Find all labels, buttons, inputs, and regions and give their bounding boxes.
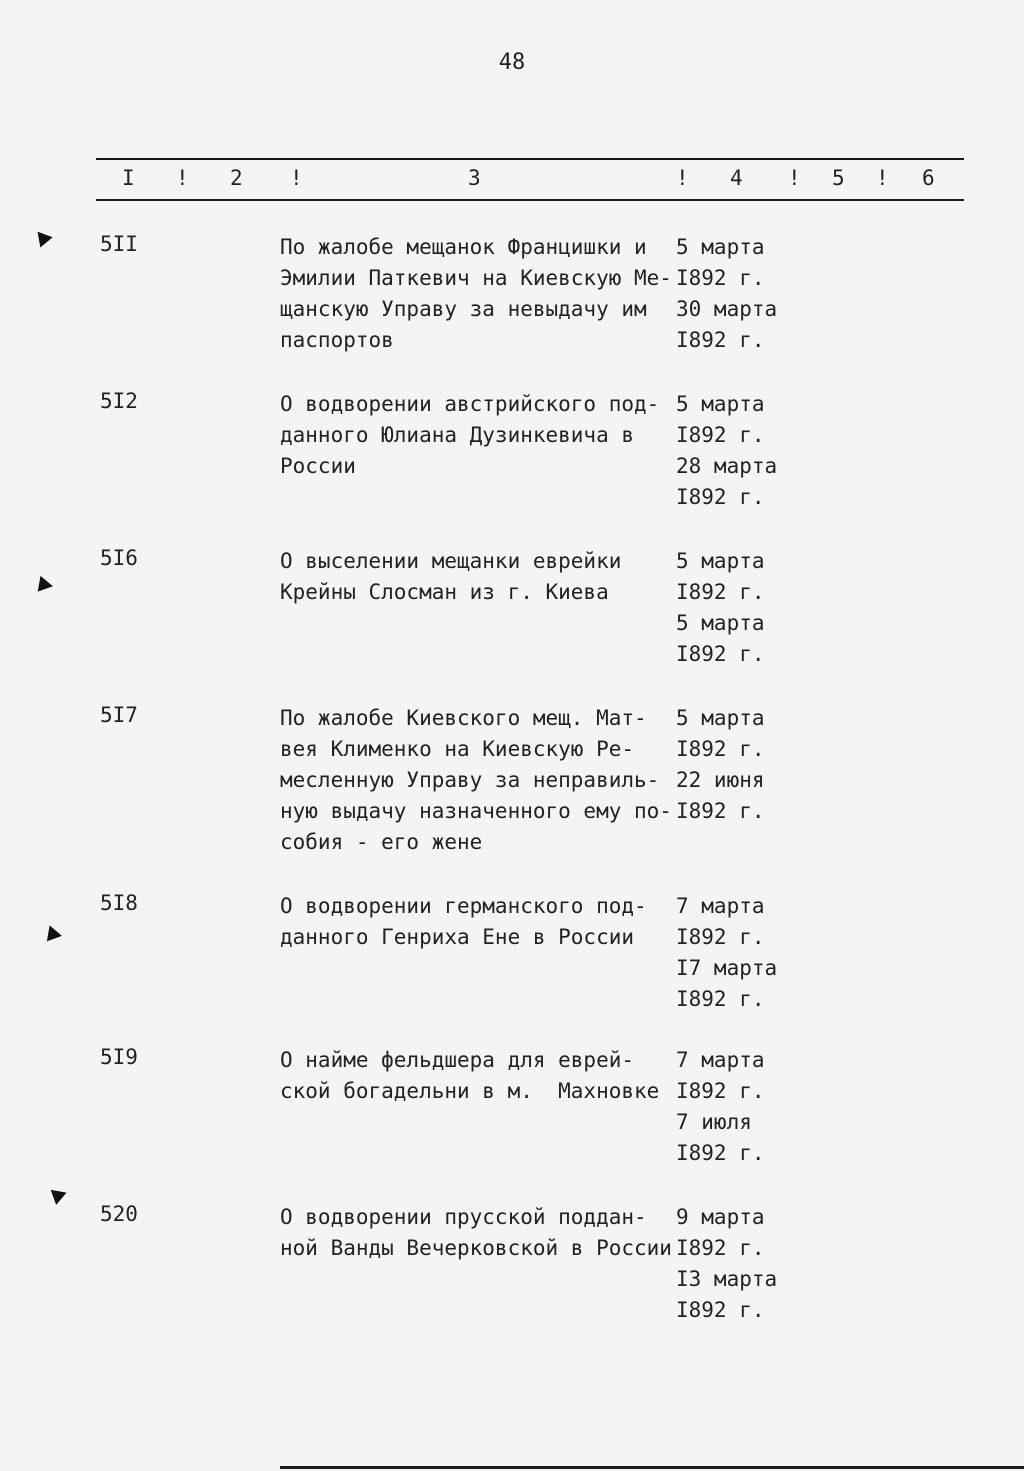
date-end-day: 30 марта [676,297,778,321]
date-end-year: I892 г. [676,987,765,1011]
entry-dates [676,891,796,1015]
description-line: паспортов [280,328,394,352]
column-separator: ! [290,166,303,190]
page-number: 48 [498,50,526,75]
entry-number: 5I7 [100,703,138,727]
column-separator: ! [788,166,801,190]
date-end-year: I892 г. [676,799,765,823]
date-end-day: I3 марта [676,1267,778,1291]
column-header-2: 2 [230,166,243,190]
description-line: ной Ванды Вечерковской в России [280,1236,672,1260]
header-rule-top [96,158,964,160]
description-line: данного Юлиана Дузинкевича в [280,423,635,447]
date-start-year: I892 г. [676,266,765,290]
entry-description [280,703,680,858]
entry-description [280,389,680,482]
entry-dates [676,546,796,670]
entry-description [280,1045,680,1107]
date-end-year: I892 г. [676,1298,765,1322]
description-line: щанскую Управу за невыдачу им [280,297,647,321]
date-start-year: I892 г. [676,1079,765,1103]
date-end-day: I7 марта [676,956,778,980]
description-line: ную выдачу назначенного ему по- [280,799,672,823]
header-rule-bottom [96,199,964,201]
date-start-day: 7 марта [676,1048,765,1072]
description-line: собия - его жене [280,830,483,854]
entry-description [280,232,680,356]
date-end-day: 22 июня [676,768,765,792]
margin-arrow-icon [42,923,62,942]
entry-number: 5I6 [100,546,138,570]
date-end-year: I892 г. [676,642,765,666]
margin-arrow-icon [31,226,52,247]
description-line: Эмилии Паткевич на Киевскую Ме- [280,266,672,290]
page-bottom-rule [280,1466,1024,1469]
column-header-1: I [122,166,135,190]
entry-description [280,546,680,608]
date-end-day: 5 марта [676,611,765,635]
entry-description [280,1202,680,1264]
description-line: По жалобе Киевского мещ. Мат- [280,706,647,730]
entry-number: 5I2 [100,389,138,413]
date-end-day: 7 июля [676,1110,752,1134]
entry-dates [676,232,796,356]
date-start-day: 7 марта [676,894,765,918]
date-start-day: 5 марта [676,549,765,573]
entry-dates [676,1045,796,1169]
margin-arrow-icon [51,1185,70,1205]
description-line: О выселении мещанки еврейки [280,549,622,573]
column-header-3: 3 [468,166,481,190]
date-start-day: 5 марта [676,235,765,259]
column-separator: ! [176,166,189,190]
date-start-year: I892 г. [676,1236,765,1260]
date-start-year: I892 г. [676,737,765,761]
entry-number: 5I8 [100,891,138,915]
column-header-5: 5 [832,166,845,190]
description-line: вея Клименко на Киевскую Ре- [280,737,635,761]
description-line: данного Генриха Ене в России [280,925,635,949]
description-line: О водворении германского под- [280,894,647,918]
margin-arrow-icon [38,576,55,594]
column-separator: ! [676,166,689,190]
date-start-day: 5 марта [676,392,765,416]
entry-description [280,891,680,953]
entry-number: 5II [100,232,138,256]
description-line: России [280,454,356,478]
column-header-row [0,166,1024,194]
date-end-day: 28 марта [676,454,778,478]
description-line: По жалобе мещанок Францишки и [280,235,647,259]
date-end-year: I892 г. [676,485,765,509]
entry-number: 5I9 [100,1045,138,1069]
date-start-year: I892 г. [676,580,765,604]
entry-dates [676,389,796,513]
description-line: О водворении прусской поддан- [280,1205,647,1229]
date-end-year: I892 г. [676,328,765,352]
entry-dates [676,703,796,827]
description-line: Крейны Слосман из г. Киева [280,580,609,604]
column-header-6: 6 [922,166,935,190]
description-line: О водворении австрийского под- [280,392,660,416]
description-line: месленную Управу за неправиль- [280,768,660,792]
date-start-day: 5 марта [676,706,765,730]
date-start-year: I892 г. [676,423,765,447]
description-line: ской богадельни в м. Махновке [280,1079,660,1103]
date-start-day: 9 марта [676,1205,765,1229]
column-header-4: 4 [730,166,743,190]
entry-dates [676,1202,796,1326]
column-separator: ! [876,166,889,190]
date-end-year: I892 г. [676,1141,765,1165]
description-line: О найме фельдшера для еврей- [280,1048,635,1072]
entry-number: 520 [100,1202,138,1226]
date-start-year: I892 г. [676,925,765,949]
